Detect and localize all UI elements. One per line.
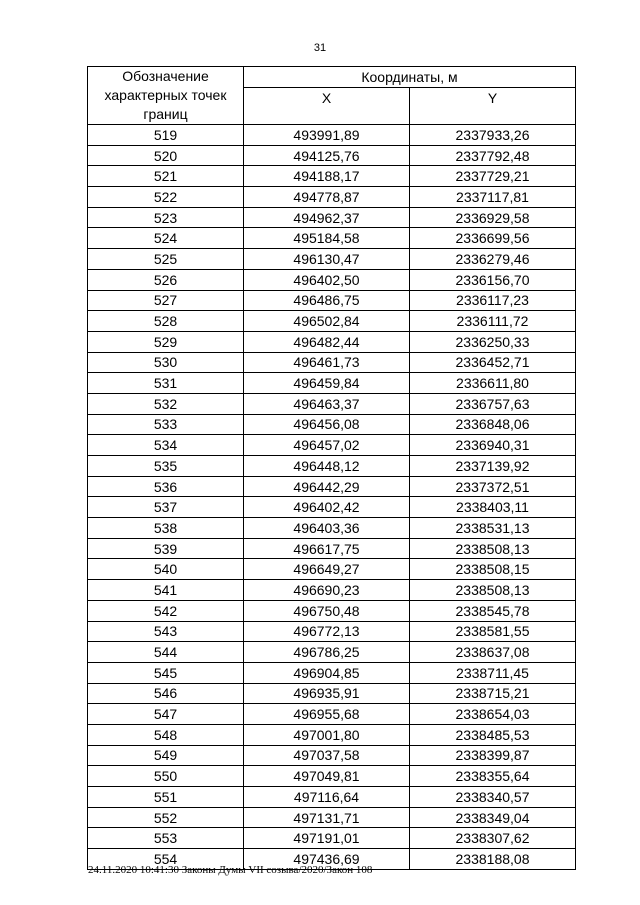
x-coordinate-cell: 496502,84	[244, 311, 410, 332]
y-coordinate-cell: 2336611,80	[410, 373, 576, 394]
point-number-cell: 524	[88, 228, 244, 249]
y-coordinate-cell: 2336699,56	[410, 228, 576, 249]
table-row	[88, 249, 576, 270]
y-coordinate-cell: 2336117,23	[410, 290, 576, 311]
y-coordinate-cell: 2338545,78	[410, 600, 576, 621]
y-coordinate-cell: 2337933,26	[410, 125, 576, 146]
table-row	[88, 269, 576, 290]
y-coordinate-cell: 2336940,31	[410, 435, 576, 456]
x-coordinate-cell: 497037,58	[244, 745, 410, 766]
table-row	[88, 724, 576, 745]
point-number-cell: 520	[88, 145, 244, 166]
point-number-cell: 549	[88, 745, 244, 766]
point-number-cell: 551	[88, 787, 244, 808]
x-coordinate-cell: 496649,27	[244, 559, 410, 580]
table-row	[88, 393, 576, 414]
x-coordinate-cell: 496935,91	[244, 683, 410, 704]
x-coordinate-cell: 496904,85	[244, 662, 410, 683]
table-row	[88, 787, 576, 808]
point-number-cell: 529	[88, 331, 244, 352]
y-coordinate-cell: 2336156,70	[410, 269, 576, 290]
y-coordinate-cell: 2337372,51	[410, 476, 576, 497]
coordinates-table	[87, 66, 576, 870]
y-coordinate-cell: 2336452,71	[410, 352, 576, 373]
point-number-cell: 526	[88, 269, 244, 290]
point-number-cell: 546	[88, 683, 244, 704]
x-coordinate-cell: 497131,71	[244, 807, 410, 828]
table-row	[88, 745, 576, 766]
point-number-cell: 544	[88, 642, 244, 663]
point-number-cell: 536	[88, 476, 244, 497]
x-coordinate-cell: 497049,81	[244, 766, 410, 787]
table-row	[88, 435, 576, 456]
x-coordinate-cell: 496772,13	[244, 621, 410, 642]
table-row	[88, 497, 576, 518]
table-row	[88, 476, 576, 497]
y-coordinate-cell: 2338654,03	[410, 704, 576, 725]
table-row	[88, 414, 576, 435]
point-number-cell: 532	[88, 393, 244, 414]
y-coordinate-cell: 2337117,81	[410, 187, 576, 208]
x-coordinate-cell: 497116,64	[244, 787, 410, 808]
table-row	[88, 456, 576, 477]
x-coordinate-cell: 497191,01	[244, 828, 410, 849]
point-number-cell: 537	[88, 497, 244, 518]
x-coordinate-cell: 496461,73	[244, 352, 410, 373]
table-row	[88, 600, 576, 621]
point-number-cell: 530	[88, 352, 244, 373]
point-number-cell: 541	[88, 580, 244, 601]
x-coordinate-cell: 496442,29	[244, 476, 410, 497]
table-row	[88, 145, 576, 166]
y-coordinate-cell: 2336848,06	[410, 414, 576, 435]
y-coordinate-cell: 2338508,15	[410, 559, 576, 580]
y-coordinate-cell: 2338581,55	[410, 621, 576, 642]
y-coordinate-cell: 2336250,33	[410, 331, 576, 352]
x-coordinate-cell: 496448,12	[244, 456, 410, 477]
table-row	[88, 207, 576, 228]
x-coordinate-cell: 494962,37	[244, 207, 410, 228]
table-row	[88, 290, 576, 311]
point-number-cell: 545	[88, 662, 244, 683]
y-coordinate-cell: 2336111,72	[410, 311, 576, 332]
point-number-cell: 540	[88, 559, 244, 580]
x-coordinate-cell: 497001,80	[244, 724, 410, 745]
point-number-cell: 533	[88, 414, 244, 435]
x-coordinate-cell: 497436,69	[244, 849, 410, 870]
x-coordinate-cell: 496456,08	[244, 414, 410, 435]
point-number-cell: 548	[88, 724, 244, 745]
point-number-cell: 527	[88, 290, 244, 311]
x-coordinate-cell: 496786,25	[244, 642, 410, 663]
table-row	[88, 766, 576, 787]
point-number-cell: 547	[88, 704, 244, 725]
y-coordinate-cell: 2338711,45	[410, 662, 576, 683]
point-number-cell: 543	[88, 621, 244, 642]
x-coordinate-cell: 496750,48	[244, 600, 410, 621]
x-coordinate-cell: 493991,89	[244, 125, 410, 146]
x-coordinate-cell: 496617,75	[244, 538, 410, 559]
y-coordinate-cell: 2338508,13	[410, 538, 576, 559]
y-coordinate-cell: 2338485,53	[410, 724, 576, 745]
y-coordinate-cell: 2338349,04	[410, 807, 576, 828]
x-coordinate-cell: 496457,02	[244, 435, 410, 456]
table-header	[88, 67, 576, 125]
y-coordinate-cell: 2338188,08	[410, 849, 576, 870]
table-row	[88, 642, 576, 663]
y-coordinate-cell: 2336757,63	[410, 393, 576, 414]
point-number-cell: 539	[88, 538, 244, 559]
y-coordinate-cell: 2338307,62	[410, 828, 576, 849]
table-row	[88, 331, 576, 352]
table-row	[88, 683, 576, 704]
point-number-cell: 542	[88, 600, 244, 621]
x-coordinate-cell: 496690,23	[244, 580, 410, 601]
table-row	[88, 518, 576, 539]
point-number-cell: 521	[88, 166, 244, 187]
point-number-cell: 534	[88, 435, 244, 456]
table-row	[88, 580, 576, 601]
table-row	[88, 538, 576, 559]
y-coordinate-cell: 2336929,58	[410, 207, 576, 228]
y-coordinate-cell: 2337139,92	[410, 456, 576, 477]
header-x: X	[244, 88, 410, 125]
point-number-cell: 523	[88, 207, 244, 228]
table-row	[88, 828, 576, 849]
point-number-cell: 519	[88, 125, 244, 146]
x-coordinate-cell: 495184,58	[244, 228, 410, 249]
table-row	[88, 228, 576, 249]
point-number-cell: 531	[88, 373, 244, 394]
point-number-cell: 552	[88, 807, 244, 828]
point-number-cell: 554	[88, 849, 244, 870]
table-row	[88, 807, 576, 828]
header-y: Y	[410, 88, 576, 125]
table-row	[88, 373, 576, 394]
x-coordinate-cell: 496955,68	[244, 704, 410, 725]
y-coordinate-cell: 2338399,87	[410, 745, 576, 766]
table-row	[88, 187, 576, 208]
x-coordinate-cell: 496482,44	[244, 331, 410, 352]
page-number: 31	[313, 42, 327, 54]
x-coordinate-cell: 494188,17	[244, 166, 410, 187]
header-points: Обозначение характерных точек границ	[88, 67, 244, 125]
table-row	[88, 125, 576, 146]
point-number-cell: 550	[88, 766, 244, 787]
x-coordinate-cell: 496459,84	[244, 373, 410, 394]
point-number-cell: 522	[88, 187, 244, 208]
x-coordinate-cell: 496486,75	[244, 290, 410, 311]
point-number-cell: 525	[88, 249, 244, 270]
x-coordinate-cell: 496403,36	[244, 518, 410, 539]
point-number-cell: 535	[88, 456, 244, 477]
y-coordinate-cell: 2338508,13	[410, 580, 576, 601]
x-coordinate-cell: 496463,37	[244, 393, 410, 414]
y-coordinate-cell: 2336279,46	[410, 249, 576, 270]
y-coordinate-cell: 2338355,64	[410, 766, 576, 787]
table-row	[88, 559, 576, 580]
x-coordinate-cell: 494125,76	[244, 145, 410, 166]
y-coordinate-cell: 2337792,48	[410, 145, 576, 166]
point-number-cell: 528	[88, 311, 244, 332]
table-row	[88, 621, 576, 642]
document-footer: 24.11.2020 10:41:30 Законы Думы VII созыва/2020/Закон 108	[88, 864, 373, 876]
point-number-cell: 553	[88, 828, 244, 849]
table-row	[88, 166, 576, 187]
x-coordinate-cell: 496130,47	[244, 249, 410, 270]
x-coordinate-cell: 494778,87	[244, 187, 410, 208]
header-coordinates: Координаты, м	[244, 67, 576, 88]
y-coordinate-cell: 2338637,08	[410, 642, 576, 663]
table-row	[88, 662, 576, 683]
x-coordinate-cell: 496402,42	[244, 497, 410, 518]
y-coordinate-cell: 2338715,21	[410, 683, 576, 704]
y-coordinate-cell: 2338531,13	[410, 518, 576, 539]
y-coordinate-cell: 2337729,21	[410, 166, 576, 187]
x-coordinate-cell: 496402,50	[244, 269, 410, 290]
table-row	[88, 352, 576, 373]
table-body	[88, 125, 576, 870]
y-coordinate-cell: 2338403,11	[410, 497, 576, 518]
table-row	[88, 311, 576, 332]
y-coordinate-cell: 2338340,57	[410, 787, 576, 808]
table-row	[88, 704, 576, 725]
point-number-cell: 538	[88, 518, 244, 539]
